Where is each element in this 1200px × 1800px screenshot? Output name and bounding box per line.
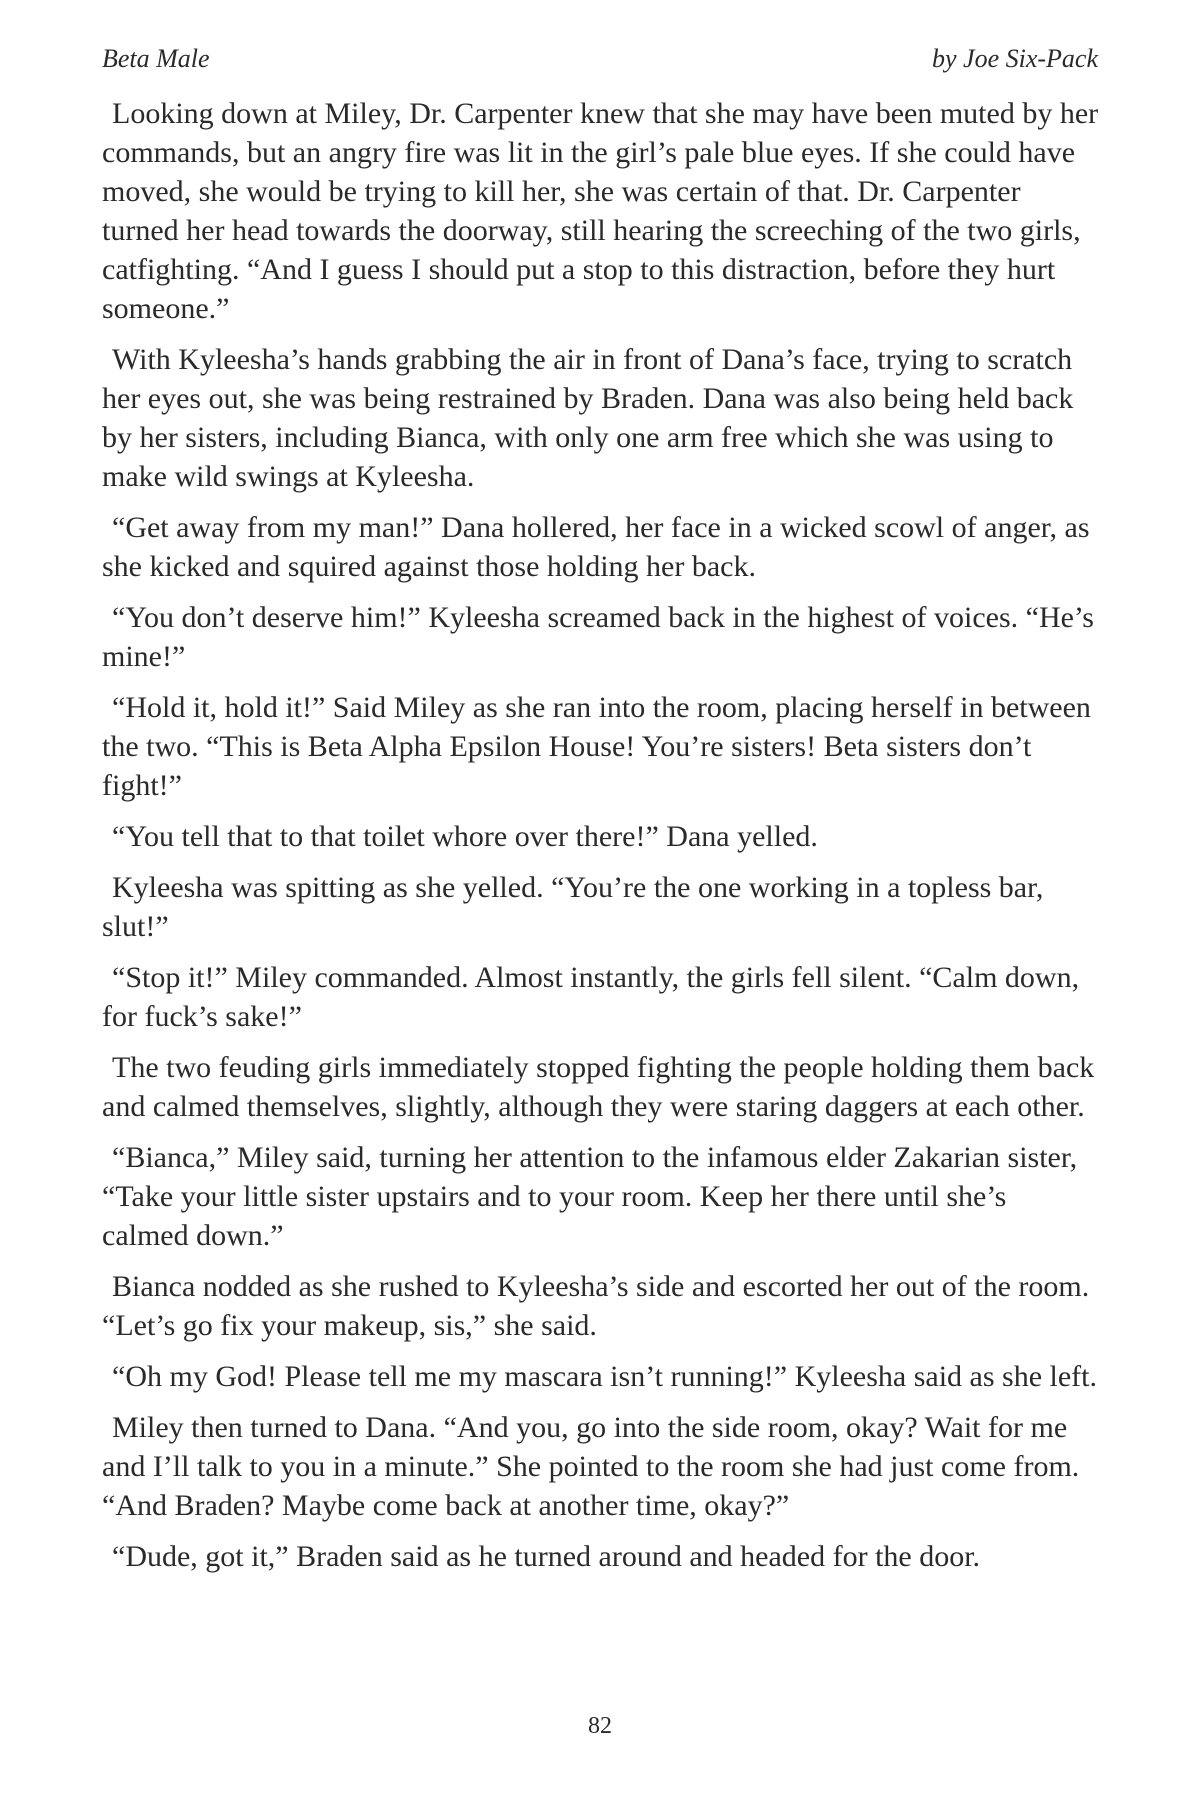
paragraph: “Oh my God! Please tell me my mascara isn’t running!” Kyleesha said as she left.: [112, 1360, 1098, 1393]
paragraph: “Dude, got it,” Braden said as he turned around and headed for the door.: [112, 1540, 981, 1573]
paragraph: “Bianca,” Miley said, turning her attention to the infamous elder Zakarian sister, “Take your little sister upstairs and to your room. Keep her there until she’s calmed down.”: [102, 1141, 1078, 1252]
paragraph: “You don’t deserve him!” Kyleesha screamed back in the highest of voices. “He’s mine!”: [102, 601, 1094, 673]
paragraph: The two feuding girls immediately stopped fighting the people holding them back and calmed themselves, slightly, although they were staring daggers at each other.: [102, 1051, 1095, 1123]
book-title: Beta Male: [102, 44, 210, 73]
paragraph: Looking down at Miley, Dr. Carpenter knew that she may have been muted by her commands, but an angry fire was lit in the girl’s pale blue eyes. If she could have moved, she would be trying to kill her, she was certain of that. Dr. Carpenter turned her head towards the doorway, still hearing the screeching of the two girls, catfighting. “And I guess I should put a stop to this distraction, before they hurt someone.”: [102, 97, 1099, 325]
paragraph: “Stop it!” Miley commanded. Almost instantly, the girls fell silent. “Calm down, for fuck’s sake!”: [102, 961, 1080, 1033]
paragraph: “Get away from my man!” Dana hollered, her face in a wicked scowl of anger, as she kicked and squired against those holding her back.: [102, 511, 1090, 583]
paragraph: With Kyleesha’s hands grabbing the air in front of Dana’s face, trying to scratch her eyes out, she was being restrained by Braden. Dana was also being held back by her sisters, including Bianca, with only one arm free which she was using to make wild swings at Kyleesha.: [102, 343, 1074, 493]
running-header: [102, 44, 1098, 74]
author-name: by Joe Six-Pack: [931, 44, 1098, 73]
paragraph: “You tell that to that toilet whore over there!” Dana yelled.: [112, 820, 818, 853]
paragraph: Miley then turned to Dana. “And you, go into the side room, okay? Wait for me and I’ll talk to you in a minute.” She pointed to the room she had just come from. “And Braden? Maybe come back at another time, okay?”: [102, 1411, 1080, 1522]
page-number: 82: [588, 1713, 612, 1739]
body-text: [102, 94, 1100, 1588]
paragraph: Kyleesha was spitting as she yelled. “You’re the one working in a topless bar, slut!”: [102, 871, 1044, 943]
paragraph: “Hold it, hold it!” Said Miley as she ran into the room, placing herself in between the two. “This is Beta Alpha Epsilon House! You’re sisters! Beta sisters don’t fight!”: [102, 691, 1091, 802]
paragraph: Bianca nodded as she rushed to Kyleesha’s side and escorted her out of the room. “Let’s go fix your makeup, sis,” she said.: [102, 1270, 1090, 1342]
